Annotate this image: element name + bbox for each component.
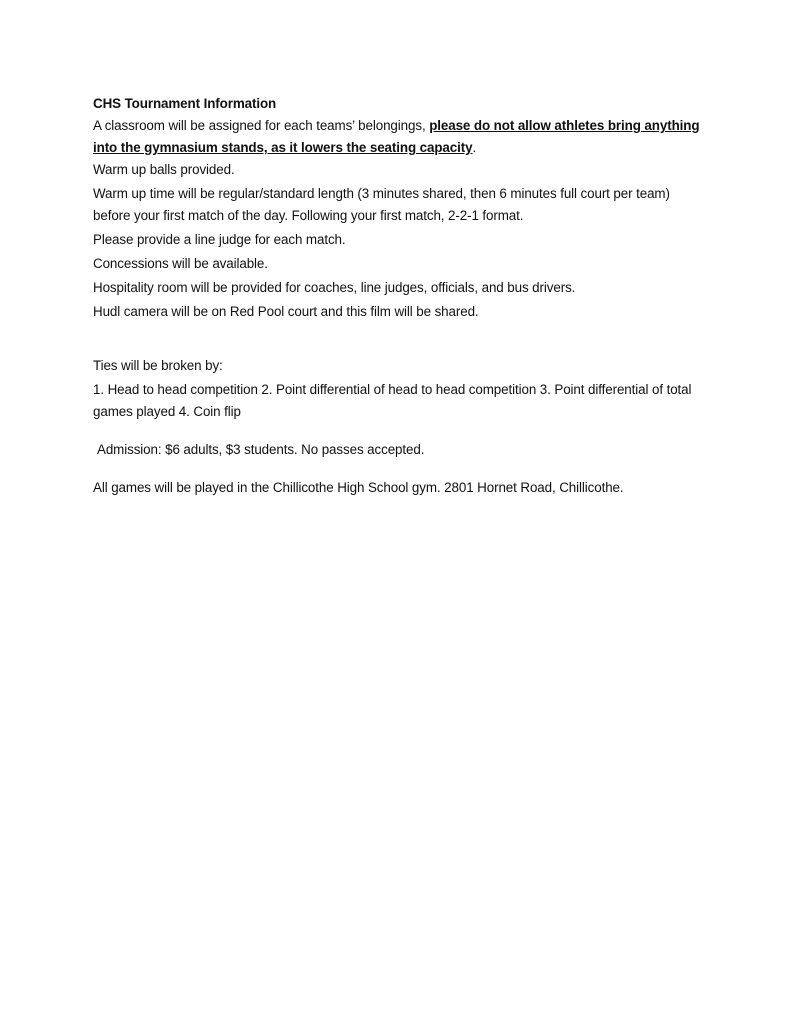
belongings-paragraph — [93, 115, 703, 159]
line-judge-line: Please provide a line judge for each match. — [93, 232, 346, 247]
hospitality-line: Hospitality room will be provided for coaches, line judges, officials, and bus drivers. — [93, 280, 576, 295]
warmup-balls-line: Warm up balls provided. — [93, 162, 235, 177]
ties-heading: Ties will be broken by: — [93, 358, 223, 373]
location-line: All games will be played in the Chillicothe High School gym. 2801 Hornet Road, Chillicothe. — [93, 480, 624, 495]
hudl-camera-line: Hudl camera will be on Red Pool court and this film will be shared. — [93, 304, 479, 319]
warmup-time-line: Warm up time will be regular/standard length (3 minutes shared, then 6 minutes full court per team) before your first match of the day. Following your first match, 2-2-1 format. — [93, 186, 670, 223]
concessions-line: Concessions will be available. — [93, 256, 268, 271]
document-title: CHS Tournament Information — [93, 96, 277, 111]
admission-line: Admission: $6 adults, $3 students. No passes accepted. — [97, 442, 425, 457]
belongings-period: . — [472, 140, 477, 155]
document-body — [93, 93, 703, 499]
belongings-emphasis: please do not allow athletes bring anything into the gymnasium stands, as it lowers the seating capacity — [93, 118, 700, 155]
tiebreaker-list: 1. Head to head competition 2. Point differential of head to head competition 3. Point differential of total games played 4. Coin flip — [93, 382, 692, 419]
belongings-text: A classroom will be assigned for each teams’ belongings, — [93, 118, 430, 133]
